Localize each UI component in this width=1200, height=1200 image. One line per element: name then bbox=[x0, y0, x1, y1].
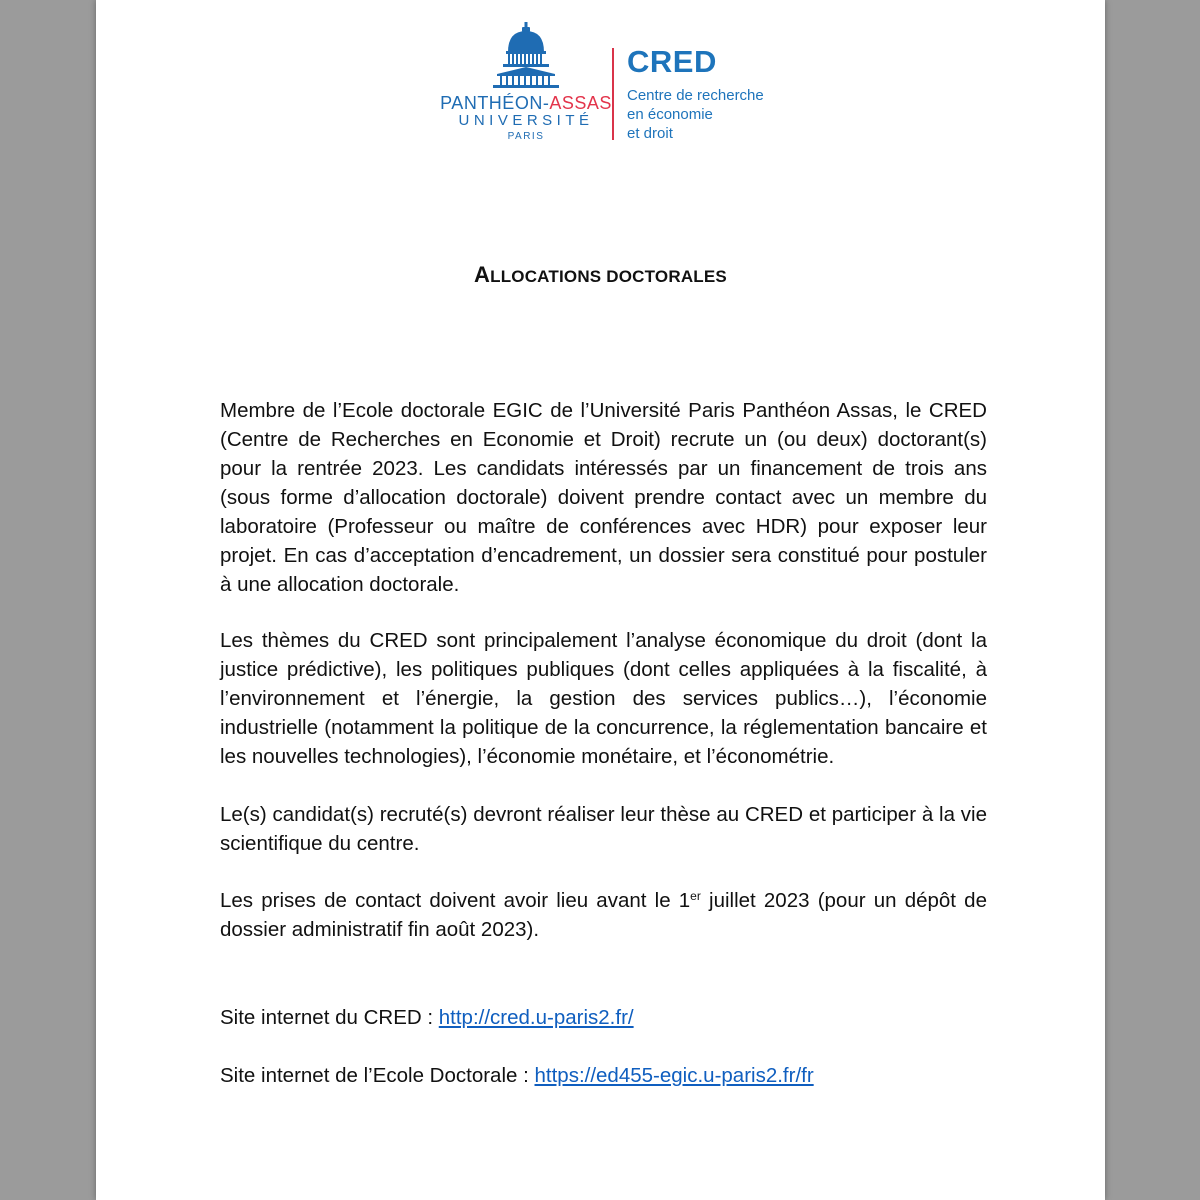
cred-logo-title: CRED bbox=[627, 44, 717, 79]
paragraph-themes: Les thèmes du CRED sont principalement l’analyse économique du droit (dont la justice prédictive), les politiques publiques (dont celles appliquées à la fiscalité, à l’environnement et l’énergie, la gestion des services publics…), l’économie industrielle (notamment la politique de la concurrence, la réglementation bancaire et les nouvelles technologies), l’économie monétaire, et l’économétrie. bbox=[220, 629, 987, 768]
university-name-line2: UNIVERSITÉ bbox=[458, 112, 594, 129]
cred-subtitle-line: en économie bbox=[627, 106, 713, 123]
paragraph-candidates: Le(s) candidat(s) recruté(s) devront réaliser leur thèse au CRED et participer à la vie scientifique du centre. bbox=[220, 803, 987, 855]
logo-divider bbox=[612, 48, 614, 140]
cred-website-line: Site internet du CRED : http://cred.u-paris2.fr/ bbox=[220, 1006, 634, 1029]
document-page bbox=[96, 0, 1105, 1200]
pantheon-dome-icon bbox=[491, 22, 561, 90]
pantheon-assas-logo bbox=[431, 22, 621, 147]
paragraph-deadline: Les prises de contact doivent avoir lieu avant le 1er juillet 2023 (pour un dépôt de dossier administratif fin août 2023). bbox=[220, 889, 987, 941]
cred-subtitle-line: et droit bbox=[627, 125, 673, 142]
cred-subtitle-line: Centre de recherche bbox=[627, 87, 764, 104]
ed-website-line: Site internet de l’Ecole Doctorale : https://ed455-egic.u-paris2.fr/fr bbox=[220, 1064, 814, 1087]
university-city: PARIS bbox=[507, 131, 545, 142]
cred-website-link[interactable]: http://cred.u-paris2.fr/ bbox=[438, 1006, 634, 1029]
paragraph-intro: Membre de l’Ecole doctorale EGIC de l’Université Paris Panthéon Assas, le CRED (Centre de Recherches en Economie et Droit) recrute un (ou deux) doctorant(s) pour la rentrée 2023. Les candidats intéressés par un financement de trois ans (sous forme d’allocation doctorale) doivent prendre contact avec un membre du laboratoire (Professeur ou maître de conférences avec HDR) pour exposer leur projet. En cas d’acceptation d’encadrement, un dossier sera constitué pour postuler à une allocation doctorale. bbox=[220, 399, 987, 596]
ed-website-link[interactable]: https://ed455-egic.u-paris2.fr/fr bbox=[534, 1064, 814, 1087]
header-logos bbox=[96, 0, 1105, 150]
university-name-line1: PANTHÉON-ASSAS bbox=[440, 93, 612, 113]
document-title: ALLOCATIONS DOCTORALES bbox=[474, 262, 727, 287]
